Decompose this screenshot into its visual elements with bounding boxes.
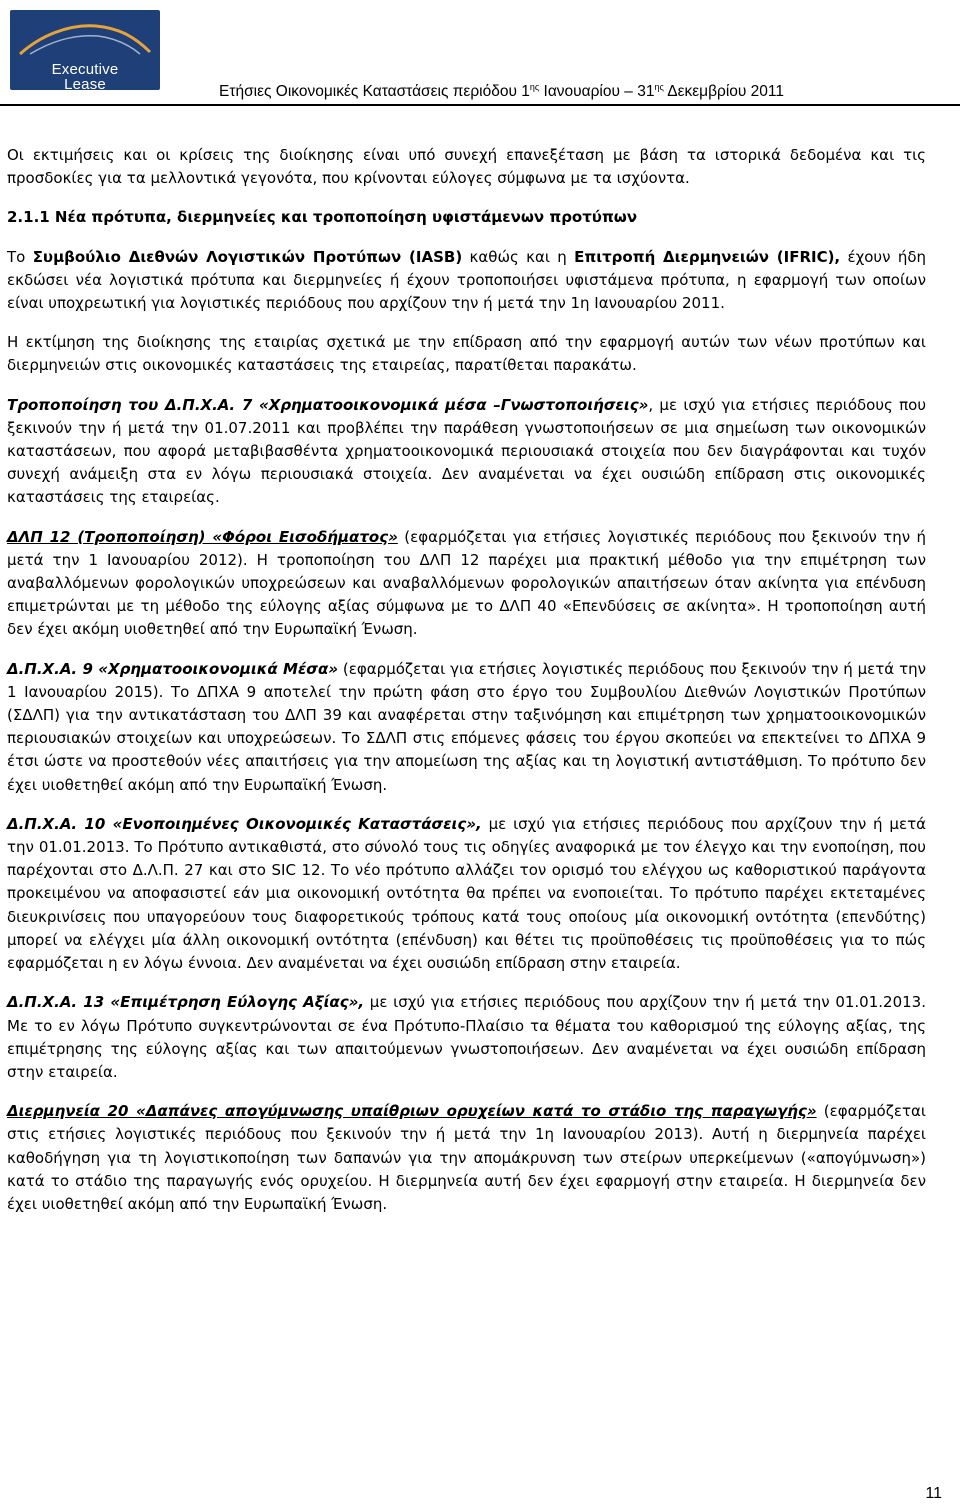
paragraph-ifrs10: Δ.Π.Χ.Α. 10 «Ενοποιημένες Οικονομικές Καταστάσεις», με ισχύ για ετήσιες περιόδους που αρχίζουν την ή μετά την 01.01.2013. Το Πρότυπο αντικαθιστά, στο σύνολό τους τις οδηγίες αναφορικά με τον έλεγχο και την ενοποίηση, που παρέχονται στο Δ.Λ.Π. 27 και στο SIC 12. Το νέο πρότυπο αλλάζει τον ορισμό του ελέγχου ως καθοριστικού παράγοντα προκειμένου να αποφασιστεί εάν μια οικονομική οντότητα θα πρέπει να ενοποιείται. Το πρότυπο παρέχει εκτεταμένες διευκρινίσεις που υπαγορεύουν τους διαφορετικούς τρόπους κατά τους οποίους μία οικονομική οντότητα (επενδύτης) μπορεί να ελέγχει μία άλλη οικονομική οντότητα (επένδυση) και θέτει τις προϋποθέσεις τις προϋποθέσεις για το πώς εφαρμόζεται η εν λόγω έννοια. Δεν αναμένεται να έχει ουσιώδη επίδραση στην εταιρεία. <box>7 814 926 973</box>
intro-paragraph: Οι εκτιμήσεις και οι κρίσεις της διοίκησης είναι υπό συνεχή επανεξέταση με βάση τα ιστορικά δεδομένα και τις προσδοκίες για τα μελλοντικά γεγονότα, που κρίνονται εύλογες σύμφωνα με τα ισχύοντα. <box>7 146 926 188</box>
paragraph-iasb: Το Συμβούλιο Διεθνών Λογιστικών Προτύπων (IASB) καθώς και η Επιτροπή Διερμηνειών (IFRIC), έχουν ήδη εκδώσει νέα λογιστικά πρότυπα και διερμηνείες ή έχουν τροποποιήσει υφιστάμενα πρότυπα, η εφαρμογή των οποίων είναι υποχρεωτική για λογιστικές περιόδους που αρχίζουν την ή μετά την 1η Ιανουαρίου 2011. <box>7 247 927 313</box>
paragraph-ifrs13: Δ.Π.Χ.Α. 13 «Επιμέτρηση Εύλογης Αξίας», με ισχύ για ετήσιες περιόδους που αρχίζουν την ή μετά την 01.01.2013. Με το εν λόγω Πρότυπο συγκεντρώνονται σε ένα Πρότυπο-Πλαίσιο τα θέματα του καθορισμού της εύλογης αξίας, της επιμέτρησης της εύλογης αξίας και των απαιτούμενων γνωστοποιήσεων. Δεν αναμένεται να έχει ουσιώδη επίδραση στην εταιρεία. <box>7 993 926 1081</box>
document-body <box>7 144 926 1232</box>
header-divider <box>0 104 960 106</box>
company-logo <box>10 10 160 90</box>
document-header-title: Ετήσιες Οικονομικές Καταστάσεις περιόδου $1^{\eta\varsigma}$ Ιανουαρίου – $31^{\eta\varsigma}$ Δεκεμβρίου 2011 <box>219 82 785 100</box>
section-heading: 2.1.1 Νέα πρότυπα, διερμηνείες και τροποποίηση υφιστάμενων προτύπων <box>7 208 638 227</box>
paragraph-ifric20: Διερμηνεία 20 «Δαπάνες απογύμνωσης υπαίθριων ορυχείων κατά το στάδιο της παραγωγής» (εφαρμόζεται στις ετήσιες λογιστικές περιόδους που ξεκινούν την ή μετά την 1η Ιανουαρίου 2013). Αυτή η διερμηνεία παρέχει καθοδήγηση για τη λογιστικοποίηση των δαπανών για την απομάκρυνση των στείρων υπερκείμενων («απογύμνωση») κατά το στάδιο της παραγωγής ενός ορυχείου. Η διερμηνεία αυτή δεν έχει εφαρμογή στην εταιρεία. Η διερμηνεία δεν έχει υιοθετηθεί ακόμη από την Ευρωπαϊκή Ένωση. <box>7 1102 926 1213</box>
paragraph-ifrs7: Τροποποίηση του Δ.Π.Χ.Α. 7 «Χρηματοοικονομικά μέσα –Γνωστοποιήσεις», με ισχύ για ετήσιες περιόδους που ξεκινούν την ή μετά την 01.07.2011 και προβλέπει την παράθεση γνωστοποιήσεων σε μια σημείωση των οικονομικών καταστάσεων, που αφορά μεταβιβασθέντα χρηματοοικονομικά περιουσιακά στοιχεία που δεν διαγράφονται και τυχόν συνεχή ανάμειξη στα εν λόγω περιουσιακά στοιχεία. Δεν αναμένεται να έχει ουσιώδη επίδραση στις οικονομικές καταστάσεις της εταιρείας. <box>7 395 926 507</box>
logo-text: Executive Lease <box>51 61 119 90</box>
paragraph-assessment: Η εκτίμηση της διοίκησης της εταιρίας σχετικά με την επίδραση από την εφαρμογή αυτών των νέων προτύπων και διερμηνειών στις οικονομικές καταστάσεις της εταιρείας, παρατίθεται παρακάτω. <box>7 333 926 375</box>
paragraph-ias12: ΔΛΠ 12 (Τροποποίηση) «Φόροι Εισοδήματος» (εφαρμόζεται για ετήσιες λογιστικές περιόδους που ξεκινούν την ή μετά την 1 Ιανουαρίου 2012). Η τροποποίηση του ΔΛΠ 12 παρέχει μια πρακτική μέθοδο για την επιμέτρηση των αναβαλλόμενων φορολογικών υποχρεώσεων και αναβαλλόμενων φορολογικών απαιτήσεων όταν ακίνητα για επένδυση επιμετρώνται με τη μέθοδο της εύλογης αξίας σύμφωνα με το ΔΛΠ 40 «Επενδύσεις σε ακίνητα». Η τροποποίηση αυτή δεν έχει ακόμη υιοθετηθεί από την Ευρωπαϊκή Ένωση. <box>7 527 926 639</box>
page-number: 11 <box>925 1485 942 1502</box>
paragraph-ifrs9: Δ.Π.Χ.Α. 9 «Χρηματοοικονομικά Μέσα» (εφαρμόζεται για ετήσιες λογιστικές περιόδους που ξεκινούν την ή μετά την 1 Ιανουαρίου 2015). Το ΔΠΧΑ 9 αποτελεί την πρώτη φάση στο έργο του Συμβουλίου Διεθνών Λογιστικών Προτύπων (ΣΔΛΠ) για την αντικατάσταση του ΔΛΠ 39 και αναφέρεται στην ταξινόμηση και επιμέτρηση των χρηματοοικονομικών περιουσιακών στοιχείων και υποχρεώσεων. Το ΣΔΛΠ στις επόμενες φάσεις του έργου σκοπεύει να επεκτείνει το ΔΠΧΑ 9 έτσι ώστε να προστεθούν νέες απαιτήσεις για την απομείωση της αξίας και τη λογιστική αντιστάθμιση. Το πρότυπο δεν έχει υιοθετηθεί ακόμη από την Ευρωπαϊκή Ένωση. <box>7 659 926 794</box>
